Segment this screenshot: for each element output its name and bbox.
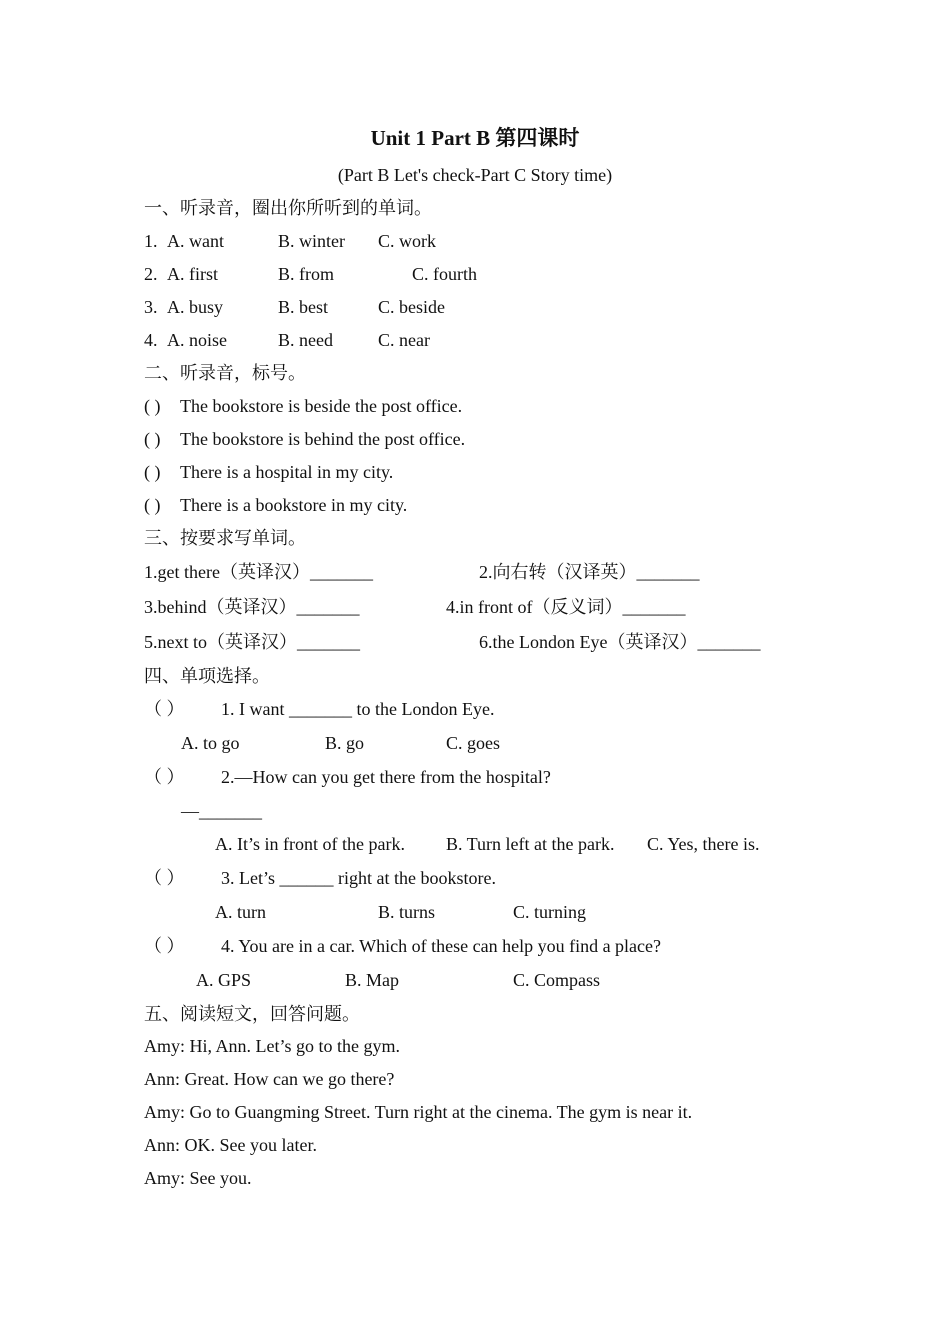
s1-row-3-option-a: A. busy xyxy=(167,297,224,317)
s4-q3-text: 3. Let’s ______ right at the bookstore. xyxy=(221,868,496,888)
s2-item-1-bracket: ( ) xyxy=(144,396,161,416)
section-3-heading: 三、按要求写单词。 xyxy=(144,528,306,548)
section-4-heading: 四、单项选择。 xyxy=(144,666,270,686)
s4-q1-option-a: A. to go xyxy=(181,733,240,753)
s3-item-4: 4.in front of（反义词）_______ xyxy=(446,597,686,617)
s3-item-5: 5.next to（英译汉）_______ xyxy=(144,632,360,652)
s2-item-2: The bookstore is behind the post office. xyxy=(180,429,466,449)
s4-q1-text: 1. I want _______ to the London Eye. xyxy=(221,699,495,719)
s3-item-1: 1.get there（英译汉）_______ xyxy=(144,562,373,582)
s4-q2-option-c: C. Yes, there is. xyxy=(647,834,760,854)
s4-q4-text: 4. You are in a car. Which of these can help you find a place? xyxy=(221,936,662,956)
s2-item-2-bracket: ( ) xyxy=(144,429,161,449)
s5-line-5: Amy: See you. xyxy=(144,1168,252,1188)
s5-line-2: Ann: Great. How can we go there? xyxy=(144,1069,395,1089)
page-subtitle: (Part B Let's check-Part C Story time) xyxy=(337,165,613,185)
section-1-heading: 一、听录音，圈出你所听到的单词。 xyxy=(144,198,432,218)
s4-q2-answer-line: —_______ xyxy=(181,801,262,821)
s1-row-3-option-c: C. beside xyxy=(378,297,445,317)
s5-line-1: Amy: Hi, Ann. Let’s go to the gym. xyxy=(144,1036,400,1056)
s3-item-2: 2.向右转（汉译英）_______ xyxy=(479,562,700,582)
s1-row-1-option-c: C. work xyxy=(378,231,436,251)
s4-q1-bracket: （ ） xyxy=(144,699,185,719)
s4-q2-option-a: A. It’s in front of the park. xyxy=(215,834,405,854)
s2-item-3-bracket: ( ) xyxy=(144,462,161,482)
s1-row-3-option-b: B. best xyxy=(278,297,329,317)
s1-row-2-option-b: B. from xyxy=(278,264,334,284)
s5-line-4: Ann: OK. See you later. xyxy=(144,1135,317,1155)
s1-row-4-option-c: C. near xyxy=(378,330,430,350)
s1-row-1-num: 1. xyxy=(144,231,158,251)
s4-q4-option-a: A. GPS xyxy=(196,970,252,990)
s5-line-3: Amy: Go to Guangming Street. Turn right at the cinema. The gym is near it. xyxy=(144,1102,693,1122)
s1-row-3-num: 3. xyxy=(144,297,158,317)
s1-row-1-option-a: A. want xyxy=(167,231,224,251)
s2-item-4-bracket: ( ) xyxy=(144,495,161,515)
s1-row-2-option-c: C. fourth xyxy=(412,264,477,284)
s4-q3-bracket: （ ） xyxy=(144,868,185,888)
s1-row-2-num: 2. xyxy=(144,264,158,284)
section-5-heading: 五、阅读短文，回答问题。 xyxy=(144,1004,360,1024)
s3-item-3: 3.behind（英译汉）_______ xyxy=(144,597,360,617)
s4-q4-bracket: （ ） xyxy=(144,936,185,956)
s2-item-3: There is a hospital in my city. xyxy=(180,462,394,482)
s4-q1-option-b: B. go xyxy=(325,733,365,753)
s1-row-4-option-a: A. noise xyxy=(167,330,227,350)
s4-q3-option-c: C. turning xyxy=(513,902,587,922)
s4-q4-option-b: B. Map xyxy=(345,970,399,990)
s4-q2-text: 2.—How can you get there from the hospital? xyxy=(221,767,551,787)
s4-q2-bracket: （ ） xyxy=(144,767,185,787)
s1-row-4-option-b: B. need xyxy=(278,330,333,350)
s4-q3-option-b: B. turns xyxy=(378,902,436,922)
section-2-heading: 二、听录音，标号。 xyxy=(144,363,306,383)
s1-row-4-num: 4. xyxy=(144,330,158,350)
s4-q1-option-c: C. goes xyxy=(446,733,500,753)
page-title: Unit 1 Part B 第四课时 xyxy=(370,126,580,150)
s4-q3-option-a: A. turn xyxy=(215,902,266,922)
s4-q2-option-b: B. Turn left at the park. xyxy=(446,834,615,854)
s2-item-4: There is a bookstore in my city. xyxy=(180,495,408,515)
s1-row-2-option-a: A. first xyxy=(167,264,218,284)
s1-row-1-option-b: B. winter xyxy=(278,231,345,251)
s3-item-6: 6.the London Eye（英译汉）_______ xyxy=(479,632,761,652)
s2-item-1: The bookstore is beside the post office. xyxy=(180,396,463,416)
s4-q4-option-c: C. Compass xyxy=(513,970,601,990)
